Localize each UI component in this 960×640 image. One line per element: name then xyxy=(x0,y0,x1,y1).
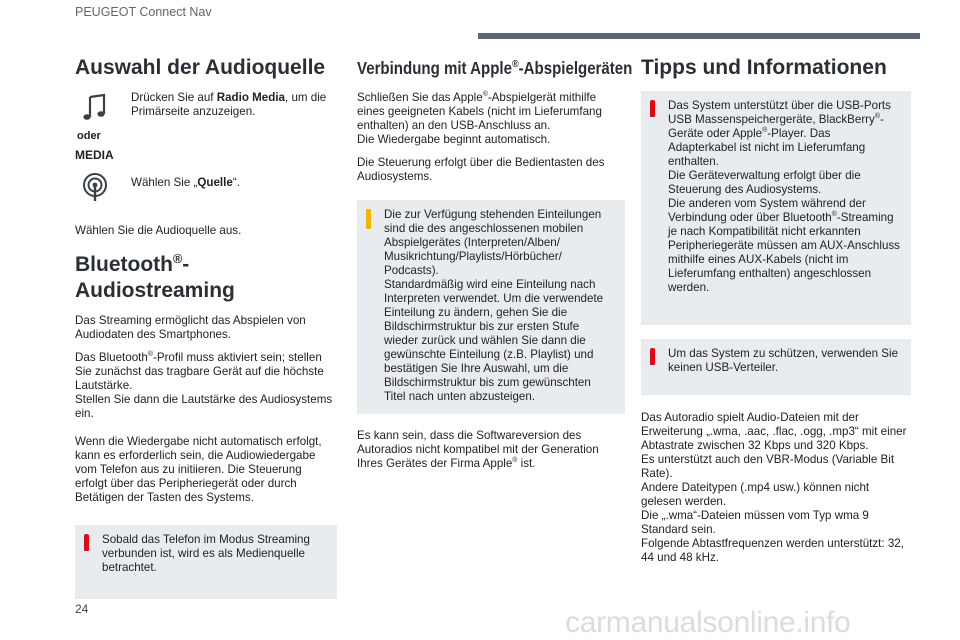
info-icon xyxy=(366,209,371,229)
note-usb-hub xyxy=(641,339,911,395)
music-note-icon xyxy=(75,93,115,127)
section-title-bluetooth: Bluetooth®-Audiostreaming xyxy=(75,252,235,302)
header-bar xyxy=(478,33,920,39)
column-tips xyxy=(641,55,911,565)
media-label: MEDIA xyxy=(75,148,114,162)
tips-vbr: Es unterstützt auch den VBR-Modus (Variable Bit Rate). xyxy=(641,453,895,480)
bt-paragraph-1: Das Streaming ermöglicht das Abspielen von Audiodaten des Smartphones. xyxy=(75,314,306,341)
note-categories xyxy=(357,200,625,414)
note-usb-support xyxy=(641,91,911,325)
apple-paragraph-1: Schließen Sie das Apple®-Abspielgerät mithilfe eines geeigneten Kabels (nicht im Lieferumfang enthalten) an den USB-Anschluss an. Die Wiedergabe beginnt automatisch. xyxy=(357,91,602,146)
choose-source-text: Wählen Sie die Audioquelle aus. xyxy=(75,224,242,237)
note-streaming xyxy=(75,525,337,599)
tips-frequencies: Folgende Abtastfrequenzen werden unterstützt: 32, 44 und 48 kHz. xyxy=(641,537,904,564)
step1-text: Drücken Sie auf Radio Media, um die Primärseite anzuzeigen. xyxy=(131,91,327,118)
source-icon xyxy=(75,172,115,206)
note-categories-text-1: Die zur Verfügung stehenden Einteilungen sind die des angeschlossenen mobilen Abspielgerätes (Interpreten/Alben/ Musikrichtung/Playlists/Hörbücher/ Podcasts). xyxy=(384,208,602,277)
apple-paragraph-2: Die Steuerung erfolgt über die Bedientasten des Audiosystems. xyxy=(357,156,605,183)
warning-icon xyxy=(650,100,655,117)
column-apple xyxy=(357,55,633,471)
tips-paragraphs xyxy=(641,411,911,565)
bt-paragraph-3: Wenn die Wiedergabe nicht automatisch erfolgt, kann es erforderlich sein, die Audiowiedergabe vom Telefon aus zu initiieren. Die Steuerung erfolgt über das Peripheriegerät oder durch Betätigen der Tasten des Systems. xyxy=(75,435,322,504)
column-audio-source xyxy=(75,55,337,599)
warning-icon xyxy=(84,534,89,551)
tips-formats: Das Autoradio spielt Audio-Dateien mit der Erweiterung „.wma, .aac, .flac, .ogg, .mp3“ mit einer Abtastrate zwischen 32 Kbps und 320 Kbps. xyxy=(641,411,907,452)
note-categories-text-2: Standardmäßig wird eine Einteilung nach Interpreten verwendet. Um die verwendete Einteilung zu ändern, gehen Sie die Bildschirmstruktur bis zur ersten Stufe wieder zurück und wählen Sie dann die gewünschte Einteilung (z.B. Playlist) und bestätigen Sie Ihre Auswahl, um die Bildschirmstruktur bis zum gewünschten Titel nach unten abzusteigen. xyxy=(384,278,604,403)
step2-text: Wählen Sie „Quelle“. xyxy=(131,176,240,189)
note-streaming-text: Sobald das Telefon im Modus Streaming verbunden ist, wird es als Medienquelle betrachtet. xyxy=(102,533,310,574)
watermark: carmanualsonline.info xyxy=(565,606,851,639)
tips-unsupported: Andere Dateitypen (.mp4 usw.) können nicht gelesen werden. xyxy=(641,481,870,508)
section-title-apple: Verbindung mit Apple®-Abspielgeräten xyxy=(357,58,633,78)
tips-wma: Die „.wma“-Dateien müssen vom Typ wma 9 Standard sein. xyxy=(641,509,869,536)
oder-label: oder xyxy=(77,130,101,142)
step-radio-media xyxy=(75,91,337,149)
step-quelle xyxy=(75,172,337,208)
running-header: PEUGEOT Connect Nav xyxy=(75,5,212,19)
note-usb-text-1: Das System unterstützt über die USB-Ports USB Massenspeichergeräte, BlackBerry®-Geräte oder Apple®-Player. Das Adapterkabel ist nicht im Lieferumfang enthalten. xyxy=(668,99,891,168)
warning-icon xyxy=(650,348,655,365)
section-title-tips: Tipps und Informationen xyxy=(641,56,887,79)
note-usb-text-2: Die Geräteverwaltung erfolgt über die Steuerung des Audiosystems. xyxy=(668,169,861,196)
section-title-audio-source: Auswahl der Audioquelle xyxy=(75,56,326,79)
note-usb-hub-text: Um das System zu schützen, verwenden Sie keinen USB-Verteiler. xyxy=(668,347,899,374)
note-usb-text-3: Die anderen vom System während der Verbindung oder über Bluetooth®-Streaming je nach Kompatibilität nicht erkannten Peripheriegeräte müssen am AUX-Anschluss mithilfe eines AUX-Kabels (nicht im Lieferumfang enthalten) angeschlossen werden. xyxy=(668,197,900,294)
apple-paragraph-3: Es kann sein, dass die Softwareversion des Autoradios nicht kompatibel mit der Generation Ihres Gerätes der Firma Apple® ist. xyxy=(357,429,599,470)
bt-paragraph-2: Das Bluetooth®-Profil muss aktiviert sein; stellen Sie zunächst das tragbare Gerät auf die höchste Lautstärke. Stellen Sie dann die Lautstärke des Audiosystems ein. xyxy=(75,351,333,420)
page-number: 24 xyxy=(75,602,89,616)
